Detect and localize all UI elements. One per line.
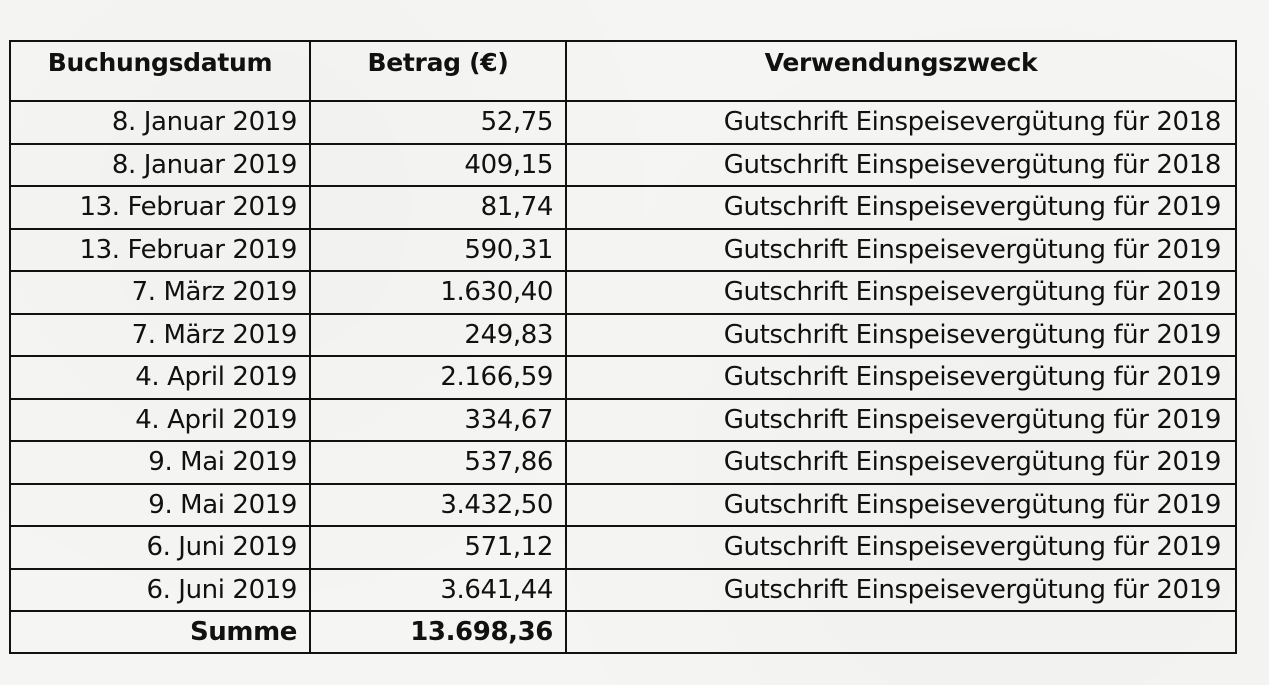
cell-purpose: Gutschrift Einspeisevergütung für 2019 bbox=[566, 441, 1236, 484]
table-body bbox=[10, 101, 1236, 653]
cell-amount: 2.166,59 bbox=[310, 356, 566, 399]
header-row bbox=[10, 41, 1236, 101]
cell-date: 8. Januar 2019 bbox=[10, 101, 310, 144]
cell-purpose: Gutschrift Einspeisevergütung für 2019 bbox=[566, 569, 1236, 612]
cell-amount: 3.432,50 bbox=[310, 484, 566, 527]
table-row bbox=[10, 441, 1236, 484]
cell-purpose: Gutschrift Einspeisevergütung für 2019 bbox=[566, 186, 1236, 229]
cell-amount: 409,15 bbox=[310, 144, 566, 187]
cell-purpose: Gutschrift Einspeisevergütung für 2019 bbox=[566, 314, 1236, 357]
cell-amount: 1.630,40 bbox=[310, 271, 566, 314]
cell-amount: 249,83 bbox=[310, 314, 566, 357]
cell-purpose: Gutschrift Einspeisevergütung für 2019 bbox=[566, 526, 1236, 569]
table-row bbox=[10, 356, 1236, 399]
total-purpose bbox=[566, 611, 1236, 653]
cell-date: 6. Juni 2019 bbox=[10, 569, 310, 612]
cell-date: 8. Januar 2019 bbox=[10, 144, 310, 187]
cell-amount: 81,74 bbox=[310, 186, 566, 229]
table-row bbox=[10, 271, 1236, 314]
cell-purpose: Gutschrift Einspeisevergütung für 2019 bbox=[566, 229, 1236, 272]
total-amount: 13.698,36 bbox=[310, 611, 566, 653]
cell-date: 13. Februar 2019 bbox=[10, 229, 310, 272]
cell-date: 4. April 2019 bbox=[10, 399, 310, 442]
table-row bbox=[10, 186, 1236, 229]
cell-date: 7. März 2019 bbox=[10, 271, 310, 314]
table-row bbox=[10, 144, 1236, 187]
cell-purpose: Gutschrift Einspeisevergütung für 2018 bbox=[566, 144, 1236, 187]
header-amount: Betrag (€) bbox=[310, 41, 566, 101]
cell-purpose: Gutschrift Einspeisevergütung für 2019 bbox=[566, 399, 1236, 442]
cell-purpose: Gutschrift Einspeisevergütung für 2019 bbox=[566, 271, 1236, 314]
cell-amount: 571,12 bbox=[310, 526, 566, 569]
cell-date: 9. Mai 2019 bbox=[10, 484, 310, 527]
cell-purpose: Gutschrift Einspeisevergütung für 2019 bbox=[566, 356, 1236, 399]
table-row bbox=[10, 229, 1236, 272]
cell-amount: 334,67 bbox=[310, 399, 566, 442]
total-label: Summe bbox=[10, 611, 310, 653]
cell-date: 4. April 2019 bbox=[10, 356, 310, 399]
cell-amount: 537,86 bbox=[310, 441, 566, 484]
table-header bbox=[10, 41, 1236, 101]
total-row bbox=[10, 611, 1236, 653]
table-row bbox=[10, 314, 1236, 357]
table-row bbox=[10, 526, 1236, 569]
table-row bbox=[10, 101, 1236, 144]
header-booking-date: Buchungsdatum bbox=[10, 41, 310, 101]
table-row bbox=[10, 399, 1236, 442]
cell-date: 7. März 2019 bbox=[10, 314, 310, 357]
booking-table bbox=[9, 40, 1237, 654]
cell-amount: 3.641,44 bbox=[310, 569, 566, 612]
cell-date: 9. Mai 2019 bbox=[10, 441, 310, 484]
cell-purpose: Gutschrift Einspeisevergütung für 2019 bbox=[566, 484, 1236, 527]
cell-date: 6. Juni 2019 bbox=[10, 526, 310, 569]
table-row bbox=[10, 569, 1236, 612]
table-row bbox=[10, 484, 1236, 527]
cell-amount: 52,75 bbox=[310, 101, 566, 144]
cell-date: 13. Februar 2019 bbox=[10, 186, 310, 229]
header-purpose: Verwendungszweck bbox=[566, 41, 1236, 101]
cell-amount: 590,31 bbox=[310, 229, 566, 272]
cell-purpose: Gutschrift Einspeisevergütung für 2018 bbox=[566, 101, 1236, 144]
